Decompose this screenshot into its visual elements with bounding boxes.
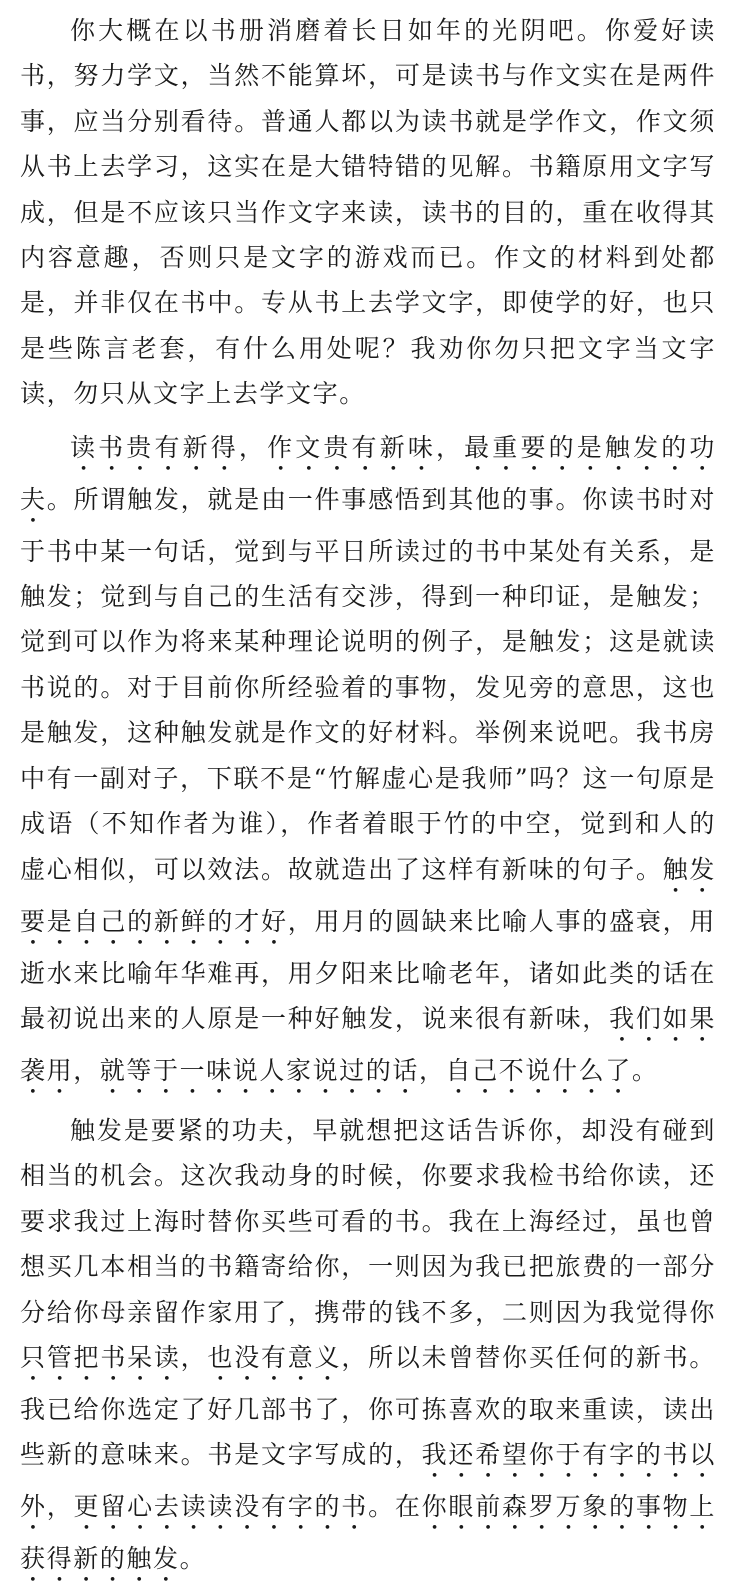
paragraph-1 [20,8,716,417]
document-body [20,8,716,1588]
paragraph-text: ，所以未曾替你买任何的新书。我已给你选定了好几部书了，你可拣喜欢的取来重读，读出些新的意味来。书是文字写成的， [20,1342,716,1470]
emphasized-text: 我还希望你于有字的书以外，更留心去读读没有字的书 [20,1440,716,1522]
paragraph-text: 。 [179,1544,207,1574]
emphasized-text: 你眼前森罗万象的事物上获得新的触发 [20,1492,716,1574]
paragraph-2 [20,425,716,1100]
paragraph-text: ，用月的圆缺来比喻人事的盛衰，用逝水来比喻年华难再，用夕阳来比喻老年，诸如此类的话在最初说出来的人原是一种好触发，说来很有新味， [20,906,716,1033]
paragraph-text: 你大概在以书册消磨着长日如年的光阴吧。你爱好读书，努力学文，当然不能算坏，可是读书与作文实在是两件事，应当分别看待。普通人都以为读书就是学作文，作文须从书上去学习，这实在是大错特错的见解。书籍原用文字写成，但是不应该只当作文字来读，读书的目的，重在收得其内容意趣，否则只是文字的游戏而已。作文的材料到处都是，并非仅在书中。专从书上去学文字，即使学的好，也只是些陈言老套，有什么用处呢？我劝你勿只把文字当文字读，勿只从文字上去学文字。 [20,16,716,409]
emphasized-text: 读书贵有新得，作文贵有新味，最重要的是触发的功夫 [20,432,716,514]
emphasized-text: 只管把书呆读，也没有意义 [20,1342,342,1372]
paragraph-text: 触发是要紧的功夫，早就想把这话告诉你，却没有碰到相当的机会。这次我动身的时候，你要求我检书给你读，还要求我过上海时替你买些可看的书。我在上海经过，虽也曾想买几本相当的书籍寄给你，一则因为我已把旅费的一部分分给你母亲留作家用了，携带的钱不多，二则因为我觉得你 [20,1115,716,1327]
paragraph-text: 。所谓触发，就是由一件事感悟到其他的事。你读书时对于书中某一句话，觉到与平日所读过的书中某处有关系，是触发；觉到与自己的生活有交涉，得到一种印证，是触发；觉到可以作为将来某种理论说明的例子，是触发；这是就读书说的。对于目前你所经验着的事物，发见旁的意思，这也是触发，这种触发就是作文的好材料。举例来说吧。我书房中有一副对子，下联不是“竹解虚心是我师”吗？这一句原是成语（不知作者为谁），作者着眼于竹的中空，觉到和人的虚心相似，可以效法。故就造出了这样有新味的句子。 [20,484,716,884]
paragraph-text: 。在 [368,1492,422,1522]
emphasized-text: 触发要是自己的新鲜的才好 [20,854,717,936]
paragraph-text: 。 [631,1055,659,1085]
emphasized-text: 我们如果袭用，就等于一味说人家说过的话，自己不说什么了 [20,1003,717,1085]
paragraph-3 [20,1108,716,1588]
